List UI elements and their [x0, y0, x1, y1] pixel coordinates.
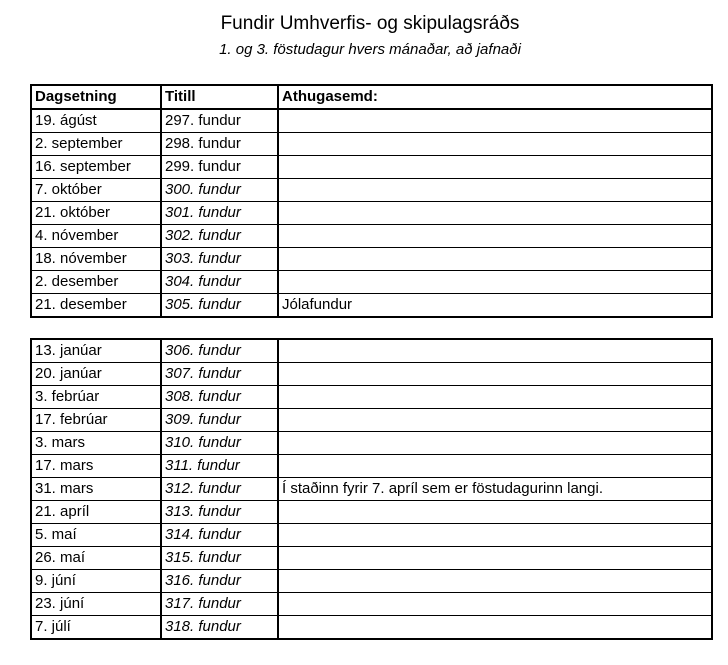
table-row	[31, 133, 712, 156]
table-header-row	[31, 85, 712, 109]
cell-title: 314. fundur	[161, 524, 278, 547]
cell-title: 318. fundur	[161, 616, 278, 640]
cell-note	[278, 409, 712, 432]
cell-date: 3. mars	[31, 432, 161, 455]
cell-title: 316. fundur	[161, 570, 278, 593]
cell-note	[278, 339, 712, 363]
cell-note	[278, 501, 712, 524]
cell-date: 16. september	[31, 156, 161, 179]
fall-meetings-table	[30, 84, 713, 318]
cell-title: 301. fundur	[161, 202, 278, 225]
table-row	[31, 156, 712, 179]
cell-note	[278, 225, 712, 248]
cell-title: 297. fundur	[161, 109, 278, 133]
table-row	[31, 455, 712, 478]
cell-date: 5. maí	[31, 524, 161, 547]
cell-note	[278, 179, 712, 202]
table-row	[31, 409, 712, 432]
cell-note	[278, 593, 712, 616]
table-row	[31, 339, 712, 363]
cell-title: 307. fundur	[161, 363, 278, 386]
cell-note	[278, 109, 712, 133]
cell-date: 17. febrúar	[31, 409, 161, 432]
cell-note	[278, 248, 712, 271]
table-row	[31, 432, 712, 455]
header-note: Athugasemd:	[278, 85, 712, 109]
cell-date: 7. október	[31, 179, 161, 202]
cell-note	[278, 386, 712, 409]
cell-date: 18. nóvember	[31, 248, 161, 271]
cell-date: 21. apríl	[31, 501, 161, 524]
cell-date: 19. ágúst	[31, 109, 161, 133]
cell-note	[278, 524, 712, 547]
cell-note	[278, 202, 712, 225]
cell-note	[278, 432, 712, 455]
table-row	[31, 524, 712, 547]
cell-note	[278, 363, 712, 386]
table-row	[31, 202, 712, 225]
cell-note	[278, 271, 712, 294]
cell-title: 300. fundur	[161, 179, 278, 202]
table-row	[31, 478, 712, 501]
table-row	[31, 248, 712, 271]
table-row	[31, 593, 712, 616]
cell-date: 9. júní	[31, 570, 161, 593]
document-title: Fundir Umhverfis- og skipulagsráðs	[220, 13, 520, 34]
table-row	[31, 570, 712, 593]
cell-date: 17. mars	[31, 455, 161, 478]
cell-title: 315. fundur	[161, 547, 278, 570]
cell-date: 21. desember	[31, 294, 161, 318]
cell-date: 23. júní	[31, 593, 161, 616]
cell-note: Jólafundur	[278, 294, 712, 318]
header-title: Titill	[161, 85, 278, 109]
cell-note	[278, 570, 712, 593]
cell-date: 26. maí	[31, 547, 161, 570]
cell-note	[278, 547, 712, 570]
table-row	[31, 294, 712, 318]
cell-title: 310. fundur	[161, 432, 278, 455]
table-row	[31, 547, 712, 570]
cell-note	[278, 455, 712, 478]
cell-title: 305. fundur	[161, 294, 278, 318]
table-row	[31, 616, 712, 640]
document-subtitle: 1. og 3. föstudagur hvers mánaðar, að jafnaði	[219, 41, 521, 58]
cell-note	[278, 616, 712, 640]
cell-note	[278, 133, 712, 156]
cell-title: 304. fundur	[161, 271, 278, 294]
table-row	[31, 501, 712, 524]
cell-date: 20. janúar	[31, 363, 161, 386]
cell-date: 7. júlí	[31, 616, 161, 640]
cell-date: 4. nóvember	[31, 225, 161, 248]
cell-title: 303. fundur	[161, 248, 278, 271]
cell-title: 302. fundur	[161, 225, 278, 248]
table-row	[31, 363, 712, 386]
cell-title: 311. fundur	[161, 455, 278, 478]
table-row	[31, 271, 712, 294]
cell-date: 21. október	[31, 202, 161, 225]
cell-title: 299. fundur	[161, 156, 278, 179]
cell-note	[278, 156, 712, 179]
table-row	[31, 225, 712, 248]
table-row	[31, 179, 712, 202]
cell-date: 2. september	[31, 133, 161, 156]
spring-meetings-table	[30, 338, 713, 640]
table-row	[31, 386, 712, 409]
table-row	[31, 109, 712, 133]
cell-date: 2. desember	[31, 271, 161, 294]
header-date: Dagsetning	[31, 85, 161, 109]
cell-title: 317. fundur	[161, 593, 278, 616]
cell-date: 3. febrúar	[31, 386, 161, 409]
cell-title: 308. fundur	[161, 386, 278, 409]
cell-title: 313. fundur	[161, 501, 278, 524]
cell-title: 312. fundur	[161, 478, 278, 501]
cell-note: Í staðinn fyrir 7. apríl sem er föstudagurinn langi.	[278, 478, 712, 501]
cell-title: 306. fundur	[161, 339, 278, 363]
cell-title: 298. fundur	[161, 133, 278, 156]
cell-date: 13. janúar	[31, 339, 161, 363]
cell-date: 31. mars	[31, 478, 161, 501]
cell-title: 309. fundur	[161, 409, 278, 432]
